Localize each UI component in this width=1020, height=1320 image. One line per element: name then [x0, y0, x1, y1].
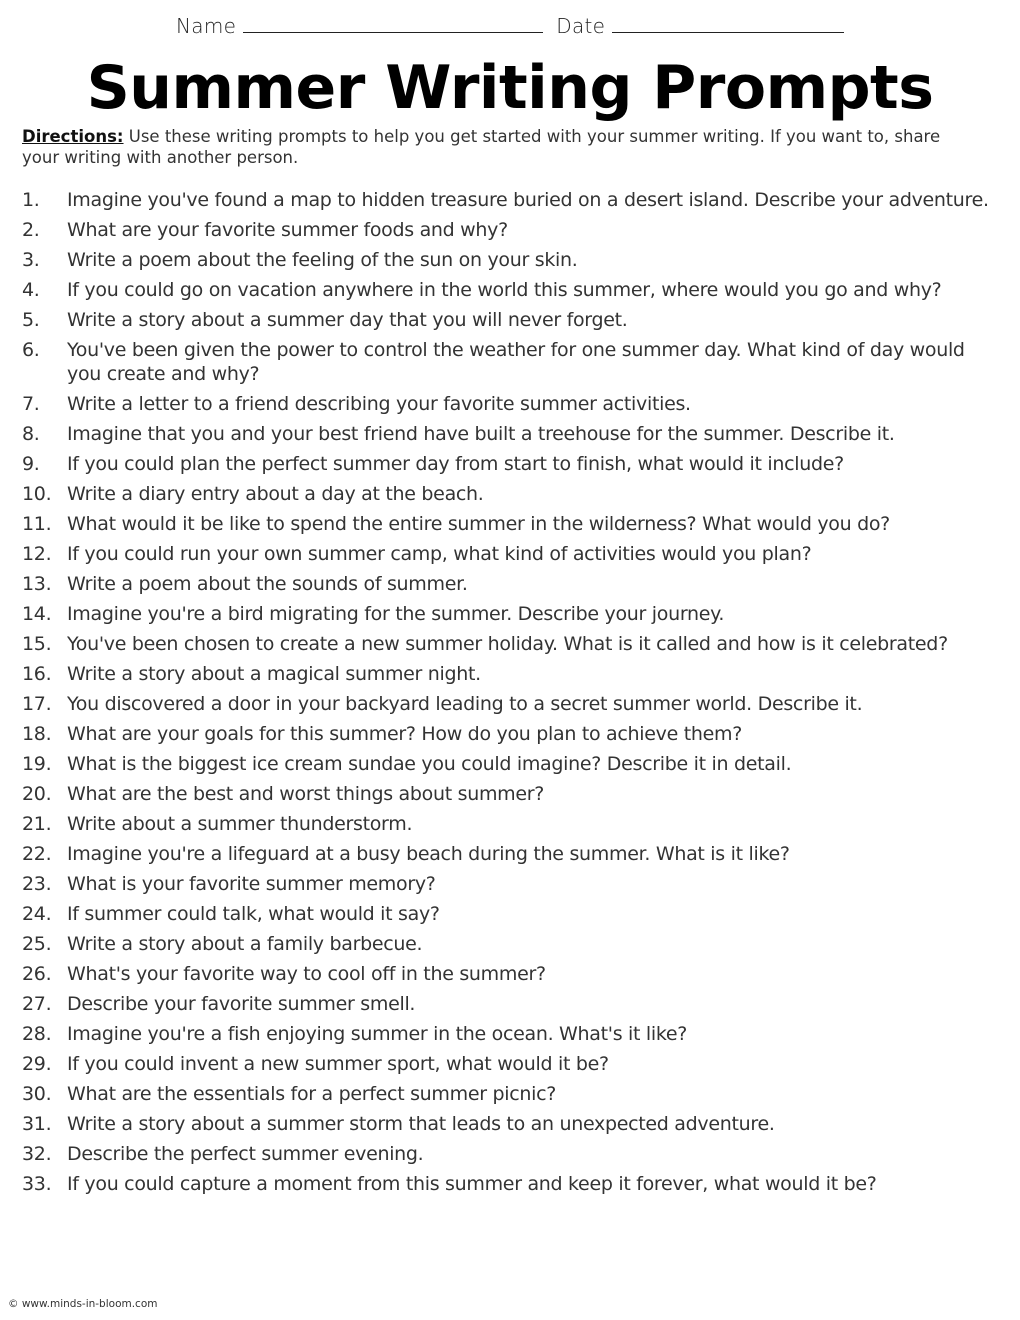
prompt-text: What are the best and worst things about summer?: [67, 783, 545, 805]
prompt-text: If you could plan the perfect summer day from start to finish, what would it include?: [67, 453, 844, 475]
prompt-item: [0, 1172, 1000, 1196]
prompt-number: 20.: [22, 783, 52, 805]
prompt-text: Write a story about a magical summer night.: [67, 663, 481, 685]
prompt-item: [0, 1022, 1000, 1046]
prompt-item: [0, 722, 1000, 746]
prompt-text: Write a poem about the sounds of summer.: [67, 573, 468, 595]
prompt-number: 16.: [22, 663, 52, 685]
prompt-item: [0, 422, 1000, 446]
prompt-text: If you could invent a new summer sport, what would it be?: [67, 1053, 609, 1075]
prompt-number: 24.: [22, 903, 52, 925]
prompt-item: [0, 482, 1000, 506]
prompt-item: [0, 572, 1000, 596]
prompt-text: If you could go on vacation anywhere in the world this summer, where would you go and why?: [67, 279, 942, 301]
prompt-number: 21.: [22, 813, 52, 835]
prompt-item: [0, 218, 1000, 242]
prompt-item: [0, 338, 1000, 386]
prompt-number: 15.: [22, 633, 52, 655]
prompt-item: [0, 872, 1000, 896]
prompt-number: 3.: [22, 249, 40, 271]
prompt-number: 13.: [22, 573, 52, 595]
prompt-item: [0, 1052, 1000, 1076]
prompt-text: Imagine you're a fish enjoying summer in the ocean. What's it like?: [67, 1023, 688, 1045]
prompt-item: [0, 188, 1000, 212]
prompt-text: What is the biggest ice cream sundae you could imagine? Describe it in detail.: [67, 753, 792, 775]
prompt-text: Write a diary entry about a day at the beach.: [67, 483, 484, 505]
prompt-number: 19.: [22, 753, 52, 775]
prompt-number: 1.: [22, 189, 40, 211]
prompt-item: [0, 452, 1000, 476]
directions-text: Use these writing prompts to help you get started with your summer writing. If you want to, share your writing with another person.: [22, 127, 941, 167]
prompt-number: 9.: [22, 453, 40, 475]
prompt-text: Write a letter to a friend describing your favorite summer activities.: [67, 393, 691, 415]
prompt-number: 33.: [22, 1173, 52, 1195]
prompt-number: 12.: [22, 543, 52, 565]
prompt-item: [0, 782, 1000, 806]
prompt-text: Imagine that you and your best friend have built a treehouse for the summer. Describe it.: [67, 423, 895, 445]
prompt-item: [0, 812, 1000, 836]
prompt-number: 10.: [22, 483, 52, 505]
prompt-number: 23.: [22, 873, 52, 895]
prompt-item: [0, 308, 1000, 332]
prompt-text: What are your goals for this summer? How do you plan to achieve them?: [67, 723, 742, 745]
prompt-list: [0, 188, 1000, 1202]
prompt-text: Write a story about a summer day that you will never forget.: [67, 309, 628, 331]
prompt-text: Describe the perfect summer evening.: [67, 1143, 424, 1165]
prompt-text: Imagine you're a bird migrating for the summer. Describe your journey.: [67, 603, 725, 625]
directions-label: Directions:: [22, 127, 124, 146]
name-label: Name: [176, 14, 237, 38]
prompt-item: [0, 842, 1000, 866]
prompt-text: Imagine you've found a map to hidden treasure buried on a desert island. Describe your adventure.: [67, 189, 989, 211]
prompt-text: Write a story about a summer storm that leads to an unexpected adventure.: [67, 1113, 775, 1135]
prompt-number: 2.: [22, 219, 40, 241]
prompt-number: 7.: [22, 393, 40, 415]
prompt-item: [0, 992, 1000, 1016]
prompt-item: [0, 962, 1000, 986]
date-field[interactable]: [612, 14, 844, 33]
prompt-item: [0, 1142, 1000, 1166]
prompt-item: [0, 752, 1000, 776]
prompt-item: [0, 932, 1000, 956]
date-label: Date: [556, 14, 606, 38]
prompt-item: [0, 692, 1000, 716]
prompt-text: What are the essentials for a perfect summer picnic?: [67, 1083, 557, 1105]
prompt-number: 25.: [22, 933, 52, 955]
prompt-text: If summer could talk, what would it say?: [67, 903, 440, 925]
copyright-footer: © www.minds-in-bloom.com: [8, 1298, 158, 1310]
prompt-number: 11.: [22, 513, 52, 535]
directions: [22, 126, 982, 168]
prompt-number: 8.: [22, 423, 40, 445]
prompt-number: 28.: [22, 1023, 52, 1045]
prompt-number: 26.: [22, 963, 52, 985]
prompt-number: 27.: [22, 993, 52, 1015]
prompt-number: 17.: [22, 693, 52, 715]
prompt-item: [0, 1112, 1000, 1136]
prompt-item: [0, 662, 1000, 686]
prompt-item: [0, 278, 1000, 302]
prompt-number: 31.: [22, 1113, 52, 1135]
name-field[interactable]: [243, 14, 543, 33]
prompt-number: 5.: [22, 309, 40, 331]
prompt-item: [0, 632, 1000, 656]
prompt-text: What is your favorite summer memory?: [67, 873, 436, 895]
prompt-number: 30.: [22, 1083, 52, 1105]
prompt-text: What's your favorite way to cool off in the summer?: [67, 963, 546, 985]
prompt-text: If you could run your own summer camp, what kind of activities would you plan?: [67, 543, 812, 565]
prompt-text: You discovered a door in your backyard leading to a secret summer world. Describe it.: [67, 693, 863, 715]
prompt-number: 22.: [22, 843, 52, 865]
prompt-text: Imagine you're a lifeguard at a busy beach during the summer. What is it like?: [67, 843, 790, 865]
prompt-item: [0, 1082, 1000, 1106]
prompt-text: What are your favorite summer foods and why?: [67, 219, 508, 241]
prompt-item: [0, 602, 1000, 626]
prompt-number: 6.: [22, 339, 40, 361]
page-title: Summer Writing Prompts: [86, 53, 934, 123]
prompt-item: [0, 392, 1000, 416]
prompt-text: Write about a summer thunderstorm.: [67, 813, 413, 835]
prompt-text: Describe your favorite summer smell.: [67, 993, 416, 1015]
prompt-number: 29.: [22, 1053, 52, 1075]
prompt-text: You've been given the power to control the weather for one summer day. What kind of day would you create and why?: [67, 339, 965, 385]
prompt-text: If you could capture a moment from this summer and keep it forever, what would it be?: [67, 1173, 877, 1195]
prompt-number: 18.: [22, 723, 52, 745]
name-date-line: [0, 14, 1020, 38]
prompt-number: 32.: [22, 1143, 52, 1165]
prompt-item: [0, 248, 1000, 272]
prompt-text: What would it be like to spend the entire summer in the wilderness? What would you do?: [67, 513, 890, 535]
prompt-text: You've been chosen to create a new summer holiday. What is it called and how is it celebrated?: [67, 633, 948, 655]
prompt-item: [0, 542, 1000, 566]
prompt-number: 14.: [22, 603, 52, 625]
prompt-text: Write a poem about the feeling of the sun on your skin.: [67, 249, 578, 271]
prompt-item: [0, 902, 1000, 926]
prompt-item: [0, 512, 1000, 536]
prompt-number: 4.: [22, 279, 40, 301]
prompt-text: Write a story about a family barbecue.: [67, 933, 423, 955]
